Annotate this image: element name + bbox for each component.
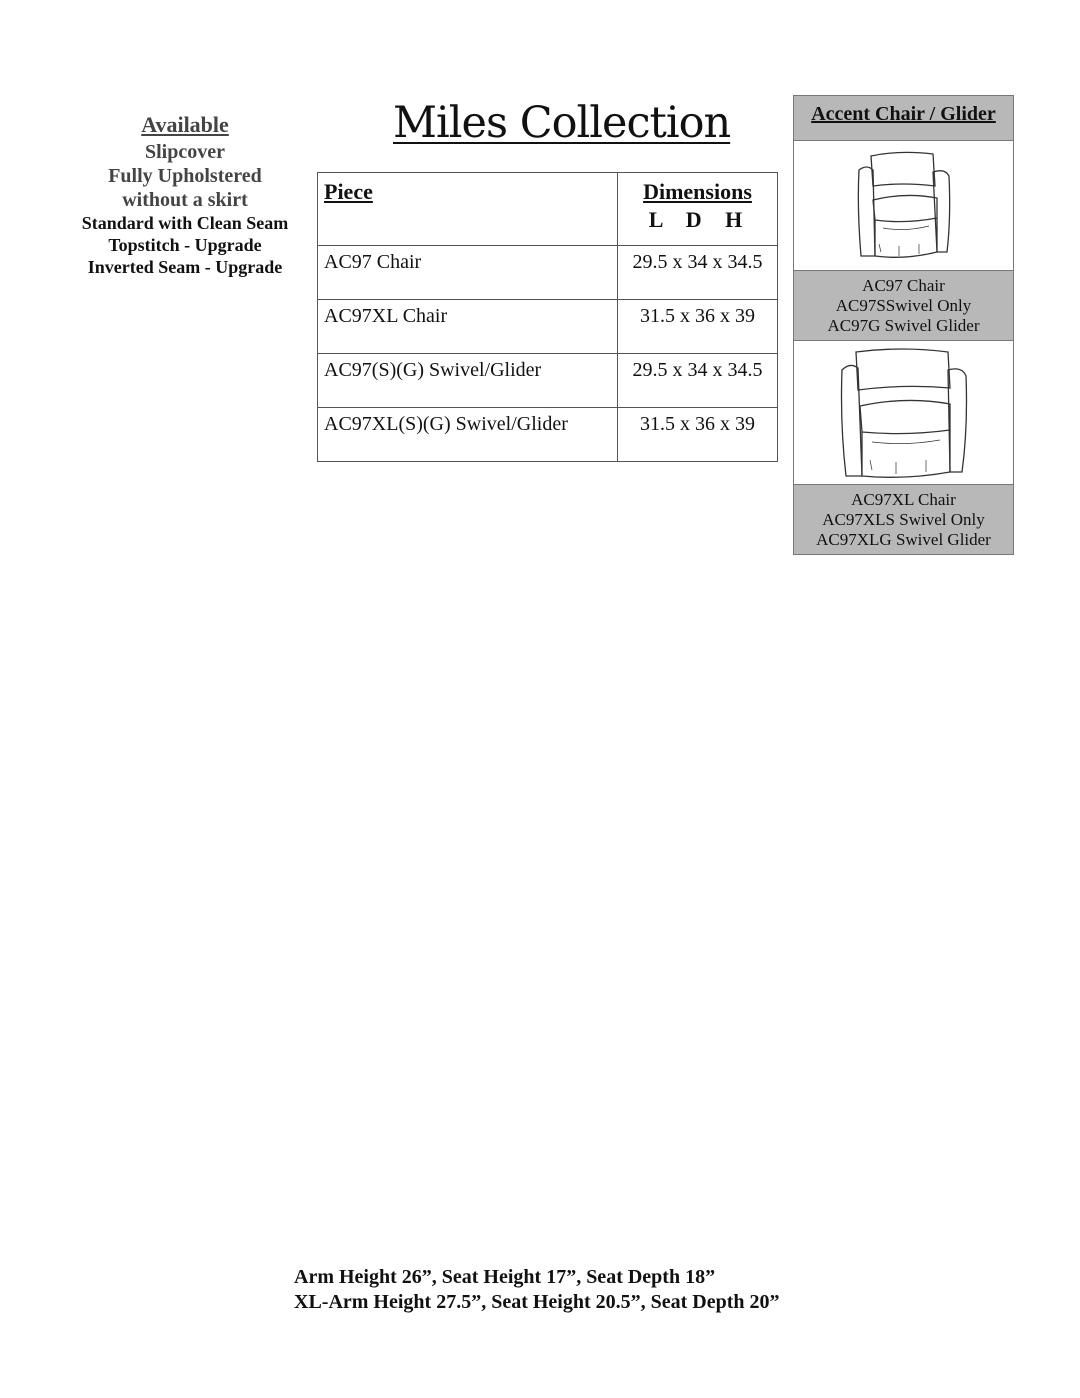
- accent-chair-xl-sketch-icon: [794, 341, 1013, 485]
- dimensions-table: [317, 172, 778, 462]
- dims-cell: 31.5 x 36 x 39: [618, 408, 778, 462]
- accent-chair-sketch-icon: [794, 141, 1013, 271]
- availability-line: Topstitch - Upgrade: [108, 235, 262, 255]
- availability-block: [60, 112, 310, 278]
- caption-line: AC97XLS Swivel Only: [822, 510, 985, 529]
- availability-line: Inverted Seam - Upgrade: [87, 257, 283, 277]
- availability-line: Fully Upholstered: [108, 165, 262, 187]
- availability-line: Slipcover: [145, 141, 225, 163]
- piece-cell: AC97XL Chair: [318, 300, 618, 354]
- accent-chair-panel: [793, 95, 1014, 555]
- page-title: Miles Collection: [393, 98, 731, 148]
- caption-line: AC97 Chair: [862, 276, 945, 295]
- table-row: [318, 246, 778, 300]
- footer-line: Arm Height 26”, Seat Height 17”, Seat Depth 18”: [294, 1266, 716, 1288]
- availability-line: Standard with Clean Seam: [81, 213, 289, 233]
- dims-cell: 29.5 x 34 x 34.5: [618, 246, 778, 300]
- piece-cell: AC97(S)(G) Swivel/Glider: [318, 354, 618, 408]
- caption-line: AC97XLG Swivel Glider: [816, 530, 991, 549]
- panel-caption: [794, 485, 1013, 554]
- footer-notes: [294, 1265, 780, 1315]
- caption-line: AC97G Swivel Glider: [827, 316, 980, 335]
- piece-cell: AC97XL(S)(G) Swivel/Glider: [318, 408, 618, 462]
- footer-line: XL-Arm Height 27.5”, Seat Height 20.5”, Seat Depth 20”: [294, 1291, 780, 1313]
- table-row: [318, 300, 778, 354]
- header-ldh-label: L D H: [648, 207, 747, 232]
- dims-cell: 29.5 x 34 x 34.5: [618, 354, 778, 408]
- caption-line: AC97SSwivel Only: [835, 296, 972, 315]
- table-row: [318, 354, 778, 408]
- panel-header-label: Accent Chair / Glider: [811, 103, 996, 125]
- panel-caption: [794, 271, 1013, 341]
- panel-header: [794, 96, 1013, 141]
- header-piece-label: Piece: [324, 179, 373, 204]
- table-header-row: [318, 173, 778, 246]
- dims-cell: 31.5 x 36 x 39: [618, 300, 778, 354]
- caption-line: AC97XL Chair: [851, 490, 956, 509]
- table-row: [318, 408, 778, 462]
- availability-line: without a skirt: [122, 189, 248, 211]
- header-piece: [318, 173, 618, 246]
- availability-heading: Available: [141, 112, 229, 137]
- piece-cell: AC97 Chair: [318, 246, 618, 300]
- header-dimensions: [618, 173, 778, 246]
- header-dimensions-label: Dimensions: [643, 179, 752, 204]
